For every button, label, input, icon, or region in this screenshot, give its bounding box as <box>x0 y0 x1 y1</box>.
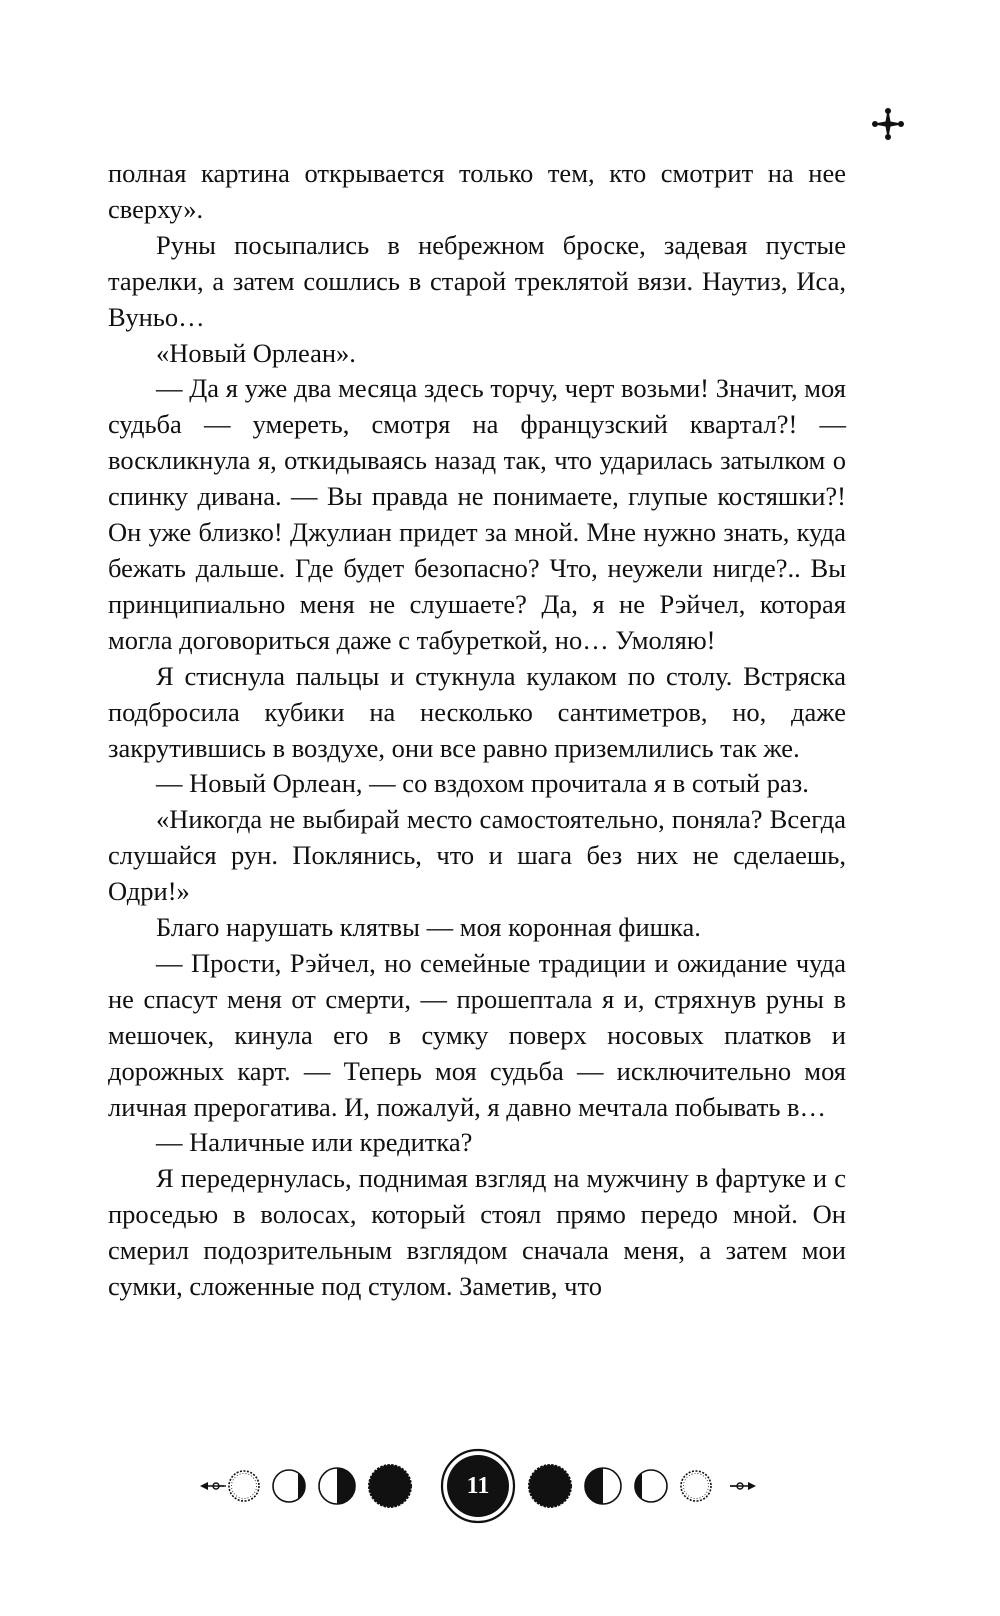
paragraph: — Новый Орлеан, — со вздохом прочитала я в сотый раз. <box>156 768 809 799</box>
page-text <box>108 156 846 1305</box>
paragraph: — Наличные или кредитка? <box>156 1127 473 1158</box>
paragraph: «Новый Орлеан». <box>156 337 356 368</box>
paragraph: — Прости, Рэйчел, но семейные традиции и ожидание чуда не спасут меня от смерти, — прошептала я и, стряхнув руны в мешочек, кинула его в сумку поверх носовых платков и дорожных карт. — Теперь моя судьба — исключительно моя личная прерогатива. И, пожалуй, я давно мечтала побывать в… <box>108 947 846 1122</box>
paragraph: Благо нарушать клятвы — моя коронная фишка. <box>156 912 701 943</box>
paragraph: Я передернулась, поднимая взгляд на мужчину в фартуке и с проседью в волосах, который стоял прямо передо мной. Он смерил подозрительным взглядом сначала меня, а затем мои сумки, сложенные под стулом. Заметив, что <box>108 1163 846 1302</box>
paragraph: Я стиснула пальцы и стукнула кулаком по столу. Встряска подбросила кубики на несколько сантиметров, но, даже закрутившись в воздухе, они все равно приземлились так же. <box>108 660 846 763</box>
paragraph: Руны посыпались в небрежном броске, задевая пустые тарелки, а затем сошлись в старой треклятой вязи. Наутиз, Иса, Вуньо… <box>108 229 846 332</box>
page-number: 11 <box>466 1473 490 1499</box>
paragraph: полная картина открывается только тем, кто смотрит на нее сверху». <box>108 158 846 224</box>
paragraph: «Никогда не выбирай место самостоятельно, поняла? Всегда слушайся рун. Поклянись, что и шага без них не сделаешь, Одри!» <box>108 804 846 907</box>
page-footer <box>200 1446 756 1526</box>
four-point-star-icon <box>871 107 905 141</box>
paragraph: — Да я уже два месяца здесь торчу, черт возьми! Значит, моя судьба — умереть, смотря на французский квартал?! — воскликнула я, откидываясь назад так, что ударилась затылком о спинку дивана. — Вы правда не понимаете, глупые костяшки?! Он уже близко! Джулиан придет за мной. Мне нужно знать, куда бежать дальше. Где будет безопасно? Что, неужели нигде?.. Вы принципиально меня не слушаете? Да, я не Рэйчел, которая могла договориться даже с табуреткой, но… Умоляю! <box>108 373 846 655</box>
